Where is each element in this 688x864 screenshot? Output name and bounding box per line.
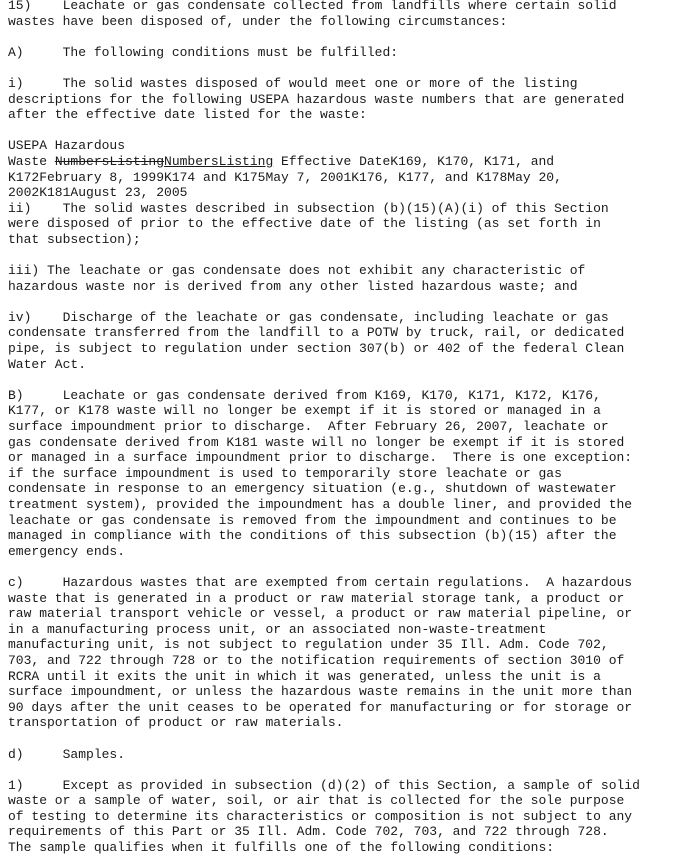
text-line: K177, or K178 waste will no longer be exempt if it is stored or managed in a: [8, 403, 601, 419]
table-text: Effective DateK169, K170, K171, and: [273, 153, 555, 169]
text-line: of testing to determine its characteristics or composition is not subject to any: [8, 808, 633, 824]
text-line: pipe, is subject to regulation under section 307(b) or 402 of the federal Clean: [8, 341, 625, 357]
text-line: descriptions for the following USEPA hazardous waste numbers that are generated: [8, 91, 625, 107]
text-line: B) Leachate or gas condensate derived from K169, K170, K171, K172, K176,: [8, 387, 601, 403]
deleted-text: NumbersListing: [54, 153, 165, 169]
text-line: c) Hazardous wastes that are exempted from certain regulations. A hazardous: [8, 574, 633, 590]
text-line: 703, and 722 through 728 or to the notification requirements of section 3010 of: [8, 652, 625, 668]
paragraph-15: [8, 0, 684, 29]
text-line: treatment system), provided the impoundment has a double liner, and provided the: [8, 497, 633, 512]
table-line: 2002K181August 23, 2005: [8, 185, 188, 201]
text-line: wastes have been disposed of, under the following circumstances:: [8, 13, 508, 29]
waste-number-table: [8, 138, 684, 200]
text-line: that subsection);: [8, 231, 141, 247]
text-line: surface impoundment prior to discharge. After February 26, 2007, leachate or: [8, 419, 609, 435]
paragraph-iv: [8, 310, 684, 372]
table-line: [8, 154, 684, 170]
paragraph-1: [8, 778, 684, 856]
inserted-text: NumbersListing: [164, 153, 274, 169]
text-line: iii) The leachate or gas condensate does not exhibit any characteristic of: [8, 263, 586, 279]
text-line: transportation of product or raw materials.: [8, 715, 344, 731]
text-line: after the effective date listed for the waste:: [8, 107, 367, 123]
text-line: 90 days after the unit ceases to be operated for manufacturing or for storage or: [8, 699, 633, 715]
paragraph-d: [8, 747, 684, 763]
text-line: condensate transferred from the landfill to a POTW by truck, rail, or dedicated: [8, 325, 625, 341]
text-line: emergency ends.: [8, 543, 126, 559]
text-line: if the surface impoundment is used to temporarily store leachate or gas: [8, 465, 562, 481]
text-line: RCRA until it exits the unit in which it was generated, unless the unit is a: [8, 668, 601, 684]
text-line: hazardous waste nor is derived from any other listed hazardous waste; and: [8, 278, 578, 294]
text-line: waste or a sample of water, soil, or air that is collected for the sole purpose: [8, 793, 625, 809]
table-line: K172February 8, 1999K174 and K175May 7, 2001K176, K177, and K178May 20,: [8, 169, 562, 185]
paragraph-B: [8, 388, 684, 560]
table-text: Waste: [8, 153, 55, 169]
paragraph-ii: [8, 201, 684, 248]
text-line: surface impoundment, or unless the hazardous waste remains in the unit more than: [8, 684, 633, 700]
text-line: requirements of this Part or 35 Ill. Adm. Code 702, 703, and 722 through 728.: [8, 824, 609, 840]
text-line: leachate or gas condensate is removed from the impoundment and continues to be: [8, 512, 617, 528]
document-page: [8, 0, 684, 856]
text-line: waste that is generated in a product or raw material storage tank, a product or: [8, 590, 625, 606]
text-line: managed in compliance with the conditions of this subsection (b)(15) after the: [8, 528, 617, 544]
paragraph-i: [8, 76, 684, 123]
text-line: The sample qualifies when it fulfills one of the following conditions:: [8, 840, 555, 856]
paragraph-A: [8, 45, 684, 61]
table-header-line: USEPA Hazardous: [8, 138, 126, 154]
text-line: 15) Leachate or gas condensate collected from landfills where certain solid: [8, 0, 617, 13]
text-line: condensate in response to an emergency situation (e.g., shutdown of wastewater: [8, 481, 617, 497]
text-line: 1) Except as provided in subsection (d)(2) of this Section, a sample of solid: [8, 777, 640, 793]
text-line: in a manufacturing process unit, or an associated non-waste-treatment: [8, 621, 547, 637]
paragraph-c: [8, 575, 684, 731]
text-line: gas condensate derived from K181 waste will no longer be exempt if it is stored: [8, 434, 625, 450]
text-line: d) Samples.: [8, 746, 126, 762]
text-line: iv) Discharge of the leachate or gas condensate, including leachate or gas: [8, 309, 609, 325]
paragraph-iii: [8, 263, 684, 294]
text-line: Water Act.: [8, 356, 87, 372]
text-line: manufacturing unit, is not subject to regulation under 35 Ill. Adm. Code 702,: [8, 637, 609, 653]
text-line: raw material transport vehicle or vessel, a product or raw material pipeline, or: [8, 606, 633, 622]
text-line: i) The solid wastes disposed of would meet one or more of the listing: [8, 75, 578, 91]
text-line: were disposed of prior to the effective date of the listing (as set forth in: [8, 216, 601, 232]
text-line: A) The following conditions must be fulfilled:: [8, 44, 399, 60]
text-line: or managed in a surface impoundment prior to discharge. There is one exception:: [8, 450, 633, 466]
text-line: ii) The solid wastes described in subsection (b)(15)(A)(i) of this Section: [8, 200, 609, 216]
